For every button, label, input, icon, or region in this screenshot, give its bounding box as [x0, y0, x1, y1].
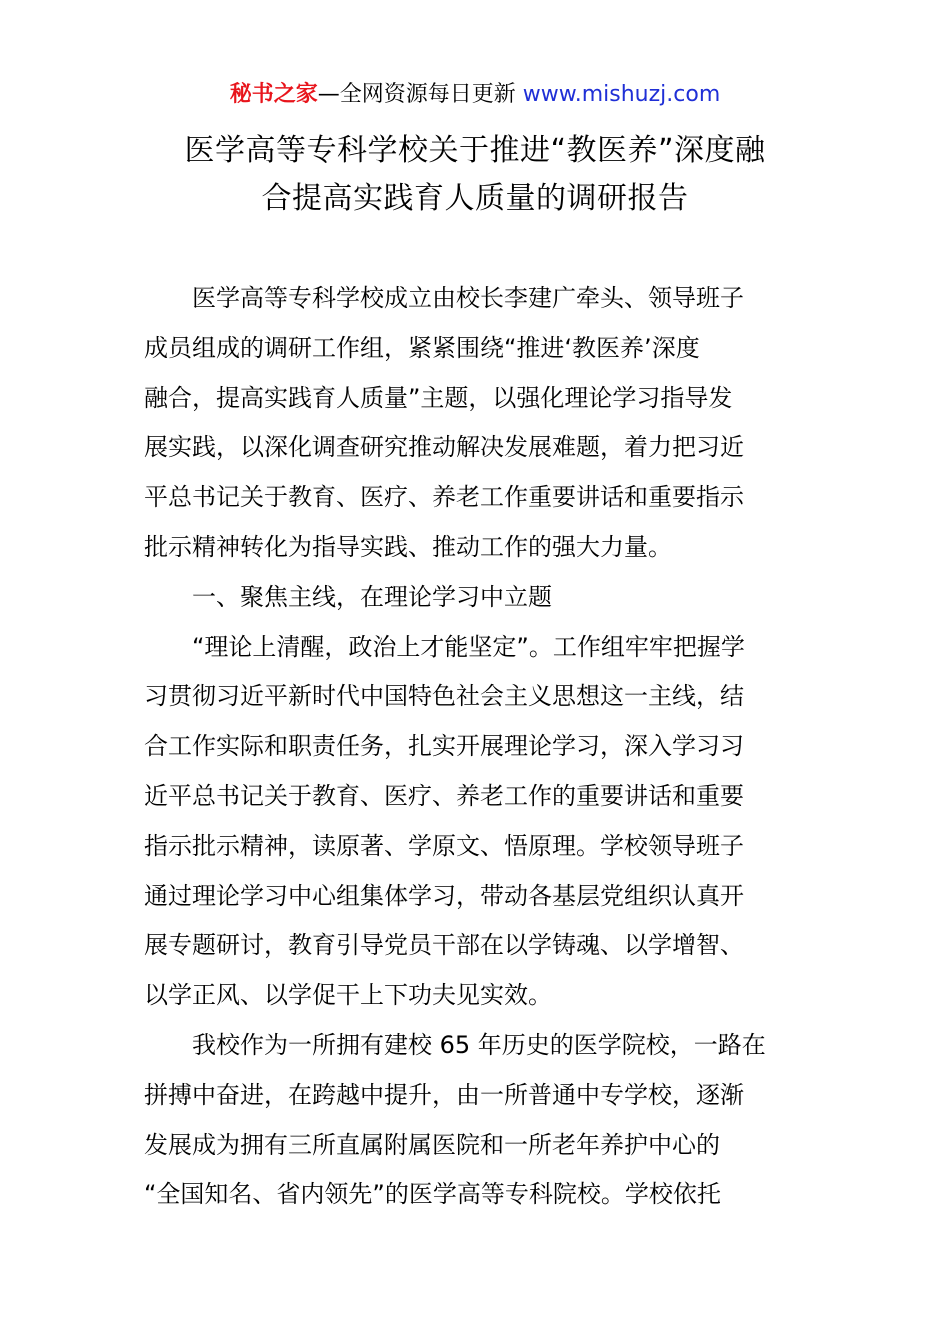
- text-line: 我校作为一所拥有建校 65 年历史的医学院校，一路在: [192, 1030, 766, 1059]
- text-line: 发展成为拥有三所直属附属医院和一所老年养护中心的: [144, 1130, 720, 1159]
- text-line: “全国知名、省内领先”的医学高等专科院校。学校依托: [144, 1180, 721, 1209]
- title-line-1: 医学高等专科学校关于推进“教医养”深度融: [184, 133, 766, 168]
- text-line: 近平总书记关于教育、医疗、养老工作的重要讲话和重要: [144, 781, 744, 810]
- document-title: [100, 127, 850, 223]
- section-heading-1: 一、聚焦主线，在理论学习中立题: [192, 582, 552, 611]
- text-line: 习贯彻习近平新时代中国特色社会主义思想这一主线，结: [144, 682, 744, 711]
- title-line-2: 合提高实践育人质量的调研报告: [261, 181, 689, 216]
- text-line: 展专题研讨，教育引导党员干部在以学铸魂、以学增智、: [144, 931, 744, 960]
- text-line: 通过理论学习中心组集体学习，带动各基层党组织认真开: [144, 881, 744, 910]
- brand-name: 秘书之家: [229, 82, 318, 107]
- text-line: 合工作实际和职责任务，扎实开展理论学习，深入学习习: [144, 732, 744, 761]
- text-line: 平总书记关于教育、医疗、养老工作重要讲话和重要指示: [144, 483, 744, 512]
- site-url-link[interactable]: www.mishuzj.com: [522, 82, 721, 107]
- text-line: 融合，提高实践育人质量”主题，以强化理论学习指导发: [144, 383, 733, 412]
- text-line: 拼搏中奋进，在跨越中提升，由一所普通中专学校，逐渐: [144, 1080, 744, 1109]
- site-header: [0, 80, 950, 110]
- paragraph-intro: [144, 274, 808, 573]
- text-line: 成员组成的调研工作组，紧紧围绕“推进‘教医养’深度: [144, 333, 700, 362]
- text-line: 指示批示精神，读原著、学原文、悟原理。学校领导班子: [144, 831, 744, 860]
- text-line: 以学正风、以学促干上下功夫见实效。: [144, 981, 552, 1010]
- paragraph-theory: [144, 623, 808, 1021]
- text-line: 展实践，以深化调查研究推动解决发展难题，着力把习近: [144, 433, 744, 462]
- text-line: 医学高等专科学校成立由校长李建广牵头、领导班子: [192, 284, 744, 312]
- text-line: “理论上清醒，政治上才能坚定”。工作组牢牢把握学: [192, 632, 745, 661]
- document-body: [144, 274, 808, 1220]
- text-line: 批示精神转化为指导实践、推动工作的强大力量。: [144, 532, 672, 561]
- paragraph-history: [144, 1021, 808, 1220]
- header-tagline: —全网资源每日更新: [317, 82, 523, 107]
